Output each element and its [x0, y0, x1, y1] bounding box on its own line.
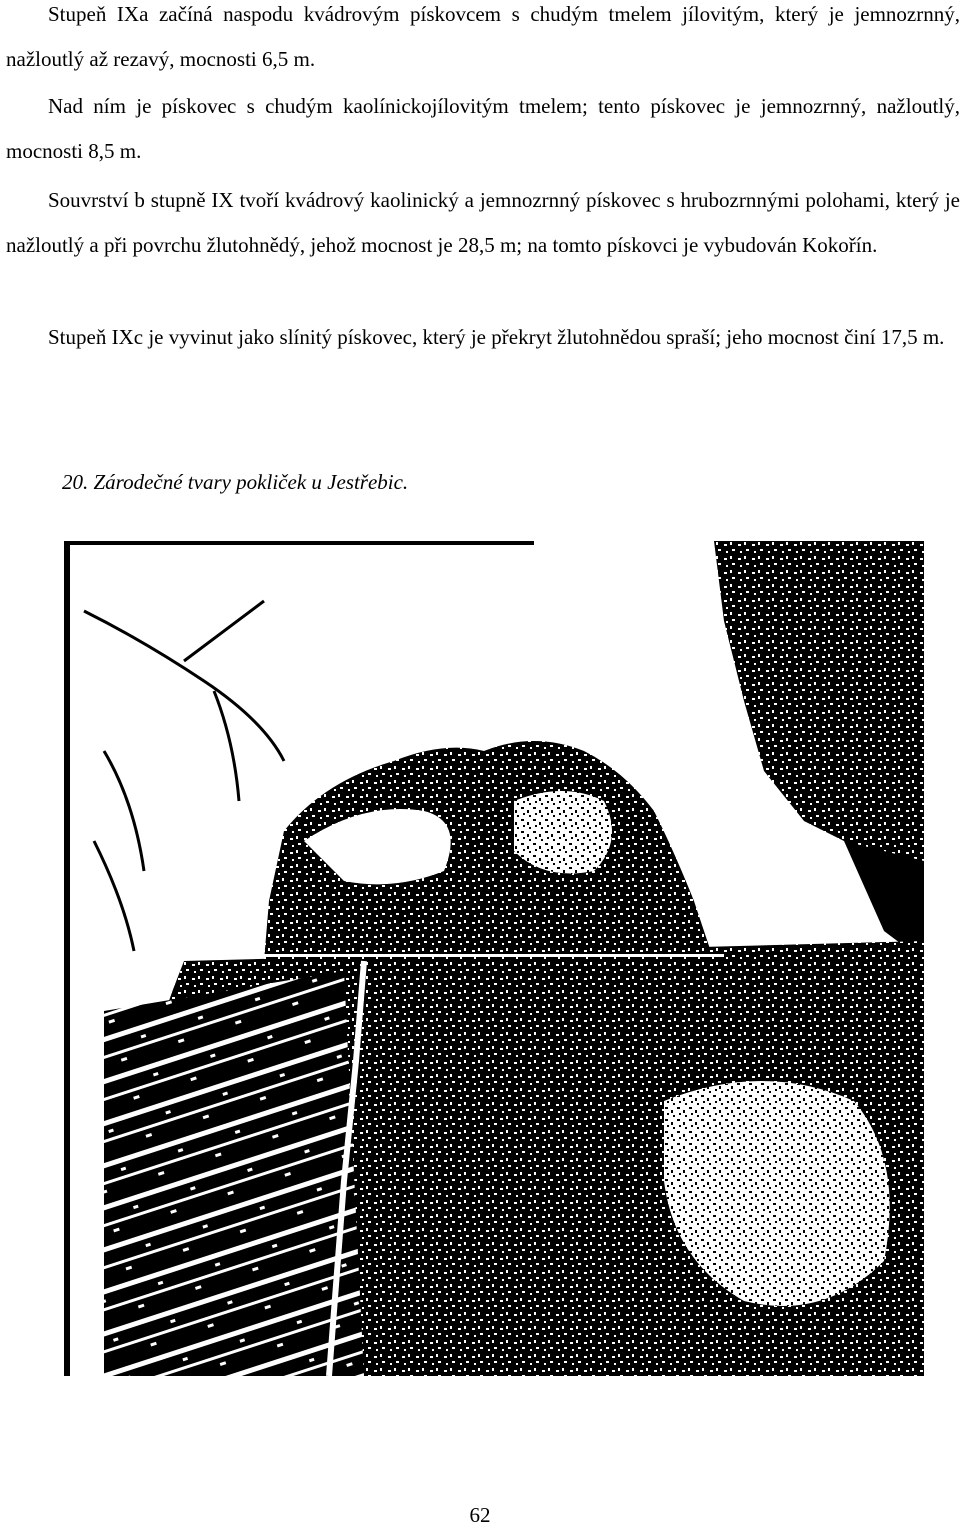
page-number: 62 — [469, 1503, 491, 1527]
rock-formation-photo — [64, 541, 924, 1376]
paragraph-ixc: Stupeň IXc je vyvinut jako slínitý pískovec, který je překryt žlutohnědou spraší; jeho mocnost činí 17,5 m. — [48, 325, 945, 349]
figure-photo — [64, 541, 924, 1376]
paragraph-ixa: Stupeň IXa začíná naspodu kvádrovým pískovcem s chudým tmelem jílovitým, který je jemnozrnný, nažloutlý až rezavý, mocnosti 6,5 m. — [6, 2, 960, 71]
paragraph-ixa-upper: Nad ním je pískovec s chudým kaolínickojílovitým tmelem; tento pískovec je jemnozrnný, nažloutlý, mocnosti 8,5 m. — [6, 94, 960, 163]
figure-caption: 20. Zárodečné tvary pokliček u Jestřebic. — [62, 470, 409, 494]
paragraph-ixb: Souvrství b stupně IX tvoří kvádrový kaolinický a jemnozrnný pískovec s hrubozrnnými polohami, který je nažloutlý a při povrchu žlutohnědý, jehož mocnost je 28,5 m; na tomto pískovci je vybudován Kokořín. — [6, 188, 960, 257]
